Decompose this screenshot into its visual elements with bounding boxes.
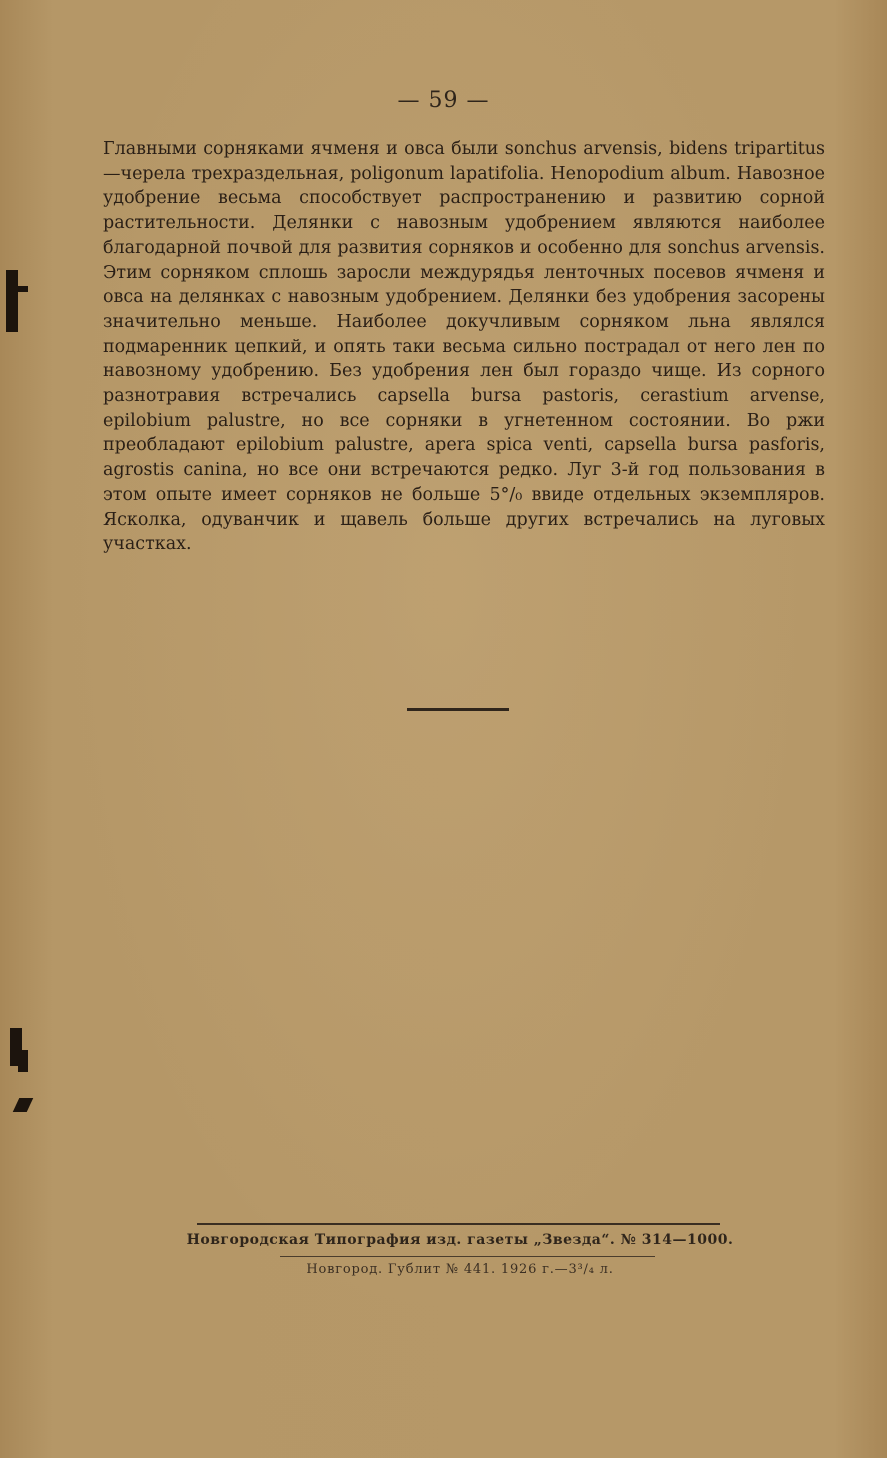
binding-mark bbox=[6, 270, 18, 332]
censorship-license: Новгород. Гублит № 441. 1926 г.—3³/₄ л. bbox=[306, 1262, 614, 1277]
binding-mark bbox=[13, 1098, 34, 1112]
imprint-rule-secondary bbox=[280, 1256, 655, 1257]
binding-mark bbox=[18, 1050, 28, 1072]
body-paragraph-text: Главными сорняками ячменя и овса были sonchus arvensis, bidens tripartitus—черела трехраздельная, poligonum lapatifolia. Henopodium album. Навозное удобрение весьма способствует распространению и развитию сорной растительности. Делянки с навозным удобрением являются наиболее благодарной почвой для развития сорняков и особенно для sonchus arvensis. Этим сорняком сплошь заросли междурядья ленточных посевов ячменя и овса на делянках с навозным удобрением. Делянки без удобрения засорены значительно меньше. Наиболее докучливым сорняком льна являлся подмаренник цепкий, и опять таки весьма сильно пострадал от него лен по навозному удобрению. Без удобрения лен был гораздо чище. Из сорного разнотравия встречались capsella bursa pastoris, cerastium arvense, epilobium palustre, но все сорняки в угнетенном состоянии. Во ржи преобладают epilobium palustre, apera spica venti, capsella bursa pasforis, agrostis canina, но все они встречаются редко. Луг 3-й год пользования в этом опыте имеет сорняков не больше 5°/₀ ввиде отдельных экземпляров. Ясколка, одуванчик и щавель больше других встречались на луговых участках. bbox=[103, 139, 825, 555]
section-divider bbox=[407, 708, 509, 711]
page-number: — 59 — bbox=[397, 88, 490, 113]
printer-imprint: Новгородская Типография изд. газеты „Звезда“. № 314—1000. bbox=[186, 1232, 734, 1248]
body-paragraph bbox=[103, 137, 825, 557]
binding-mark bbox=[14, 286, 28, 292]
imprint-rule bbox=[197, 1223, 720, 1225]
